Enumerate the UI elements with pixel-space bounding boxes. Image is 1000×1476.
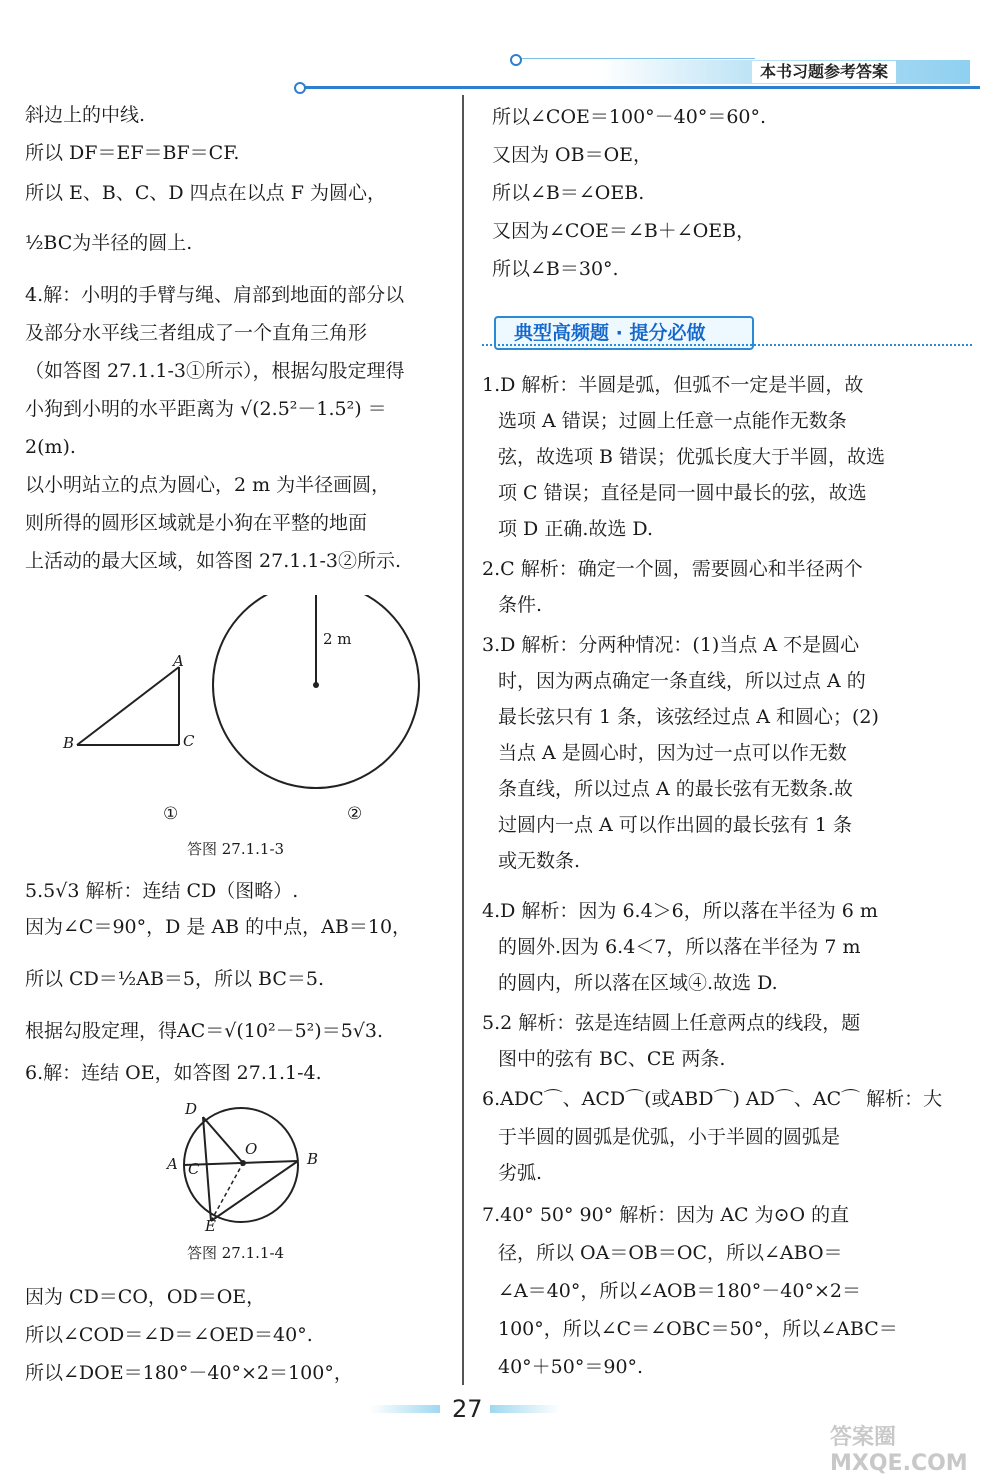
text-line: 又因为∠COE＝∠B＋∠OEB， [492, 220, 756, 242]
answer-line: 条直线，所以过点 A 的最长弦有无数条.故 [498, 778, 853, 800]
text-line: 所以∠B＝∠OEB. [492, 182, 645, 204]
text-line: 2(m). [25, 436, 76, 458]
label-b2: B [307, 1150, 319, 1168]
footer-decoration-right [490, 1405, 560, 1413]
text-line: 上活动的最大区域，如答图 27.1.1-3②所示. [25, 550, 402, 572]
text-line: 又因为 OB＝OE， [492, 144, 653, 166]
header-dot-left [294, 82, 306, 94]
header-thin-line [515, 58, 755, 59]
radius-label: 2 m [323, 630, 352, 648]
answer-line: 的圆内，所以落在区域④.故选 D. [498, 972, 778, 994]
subfigure-2-label: ② [347, 804, 363, 824]
answer-line: 劣弧. [498, 1162, 543, 1184]
watermark: 答案圈 MXQE.COM [830, 1425, 968, 1476]
label-c: C [183, 732, 195, 750]
text-line: （如答图 27.1.1-3①所示），根据勾股定理得 [25, 360, 405, 382]
text-line: 所以 DF＝EF＝BF＝CF. [25, 142, 240, 164]
answer-line: 选项 A 错误；过圆上任意一点能作无数条 [498, 410, 847, 432]
text-line: 所以∠COE＝100°－40°＝60°. [492, 106, 767, 128]
text-line: 所以∠DOE＝180°－40°×2＝100°， [25, 1362, 353, 1384]
answer-line: 7.40° 50° 90° 解析：因为 AC 为⊙O 的直 [482, 1204, 850, 1226]
answer-line: 2.C 解析：确定一个圆，需要圆心和半径两个 [482, 558, 863, 580]
text-line: 因为∠C＝90°，D 是 AB 的中点，AB＝10， [25, 916, 412, 938]
answer-line: 4.D 解析：因为 6.4＞6，所以落在半径为 6 m [482, 900, 878, 922]
section-rule [482, 344, 972, 346]
text-line: 因为 CD＝CO，OD＝OE， [25, 1286, 266, 1308]
header-dot-top [510, 54, 522, 66]
answer-line: ∠A＝40°，所以∠AOB＝180°－40°×2＝ [498, 1280, 861, 1302]
label-b: B [63, 734, 75, 752]
answer-line: 的圆外.因为 6.4＜7，所以落在半径为 7 m [498, 936, 861, 958]
text-line: 5.5√3 解析：连结 CD（图略）. [25, 880, 299, 902]
text-line: 小狗到小明的水平距离为 √(2.5²－1.5²) ＝ [25, 398, 387, 420]
text-line: 根据勾股定理，得AC＝√(10²－5²)＝5√3. [25, 1020, 384, 1042]
answer-line: 40°＋50°＝90°. [498, 1356, 644, 1378]
footer-decoration-left [370, 1405, 440, 1413]
figure-caption: 答图 27.1.1-3 [187, 840, 285, 858]
text-line: 所以 CD＝½AB＝5，所以 BC＝5. [25, 968, 325, 990]
text-line: 6.解：连结 OE，如答图 27.1.1-4. [25, 1062, 322, 1084]
answer-line: 或无数条. [498, 850, 581, 872]
answer-line: 5.2 解析：弦是连结圆上任意两点的线段，题 [482, 1012, 861, 1034]
answer-line: 6.ADC⌒、ACD⌒(或ABD⌒) AD⌒、AC⌒ 解析：大 [482, 1088, 943, 1110]
answer-line: 条件. [498, 594, 543, 616]
answer-line: 100°，所以∠C＝∠OBC＝50°，所以∠ABC＝ [498, 1318, 898, 1340]
answer-line: 当点 A 是圆心时，因为过一点可以作无数 [498, 742, 847, 764]
label-o: O [245, 1140, 258, 1158]
label-e: E [205, 1217, 216, 1235]
label-d: D [185, 1100, 198, 1118]
answer-line: 弦，故选项 B 错误；优弧长度大于半圆，故选 [498, 446, 886, 468]
text-line: 所以∠COD＝∠D＝∠OED＝40°. [25, 1324, 313, 1346]
figure-triangle-circle [55, 595, 455, 835]
answer-line: 过圆内一点 A 可以作出圆的最长弦有 1 条 [498, 814, 852, 836]
text-line: 斜边上的中线. [25, 104, 146, 126]
text-line: 及部分水平线三者组成了一个直角三角形 [25, 322, 368, 344]
section-title: 典型高频题 · 提分必做 [514, 322, 706, 344]
answer-line: 于半圆的圆弧是优弧，小于半圆的圆弧是 [498, 1126, 841, 1148]
text-line: 所以 E、B、C、D 四点在以点 F 为圆心， [25, 182, 386, 204]
answer-line: 项 C 错误；直径是同一圆中最长的弦，故选 [498, 482, 867, 504]
answer-line: 径，所以 OA＝OB＝OC，所以∠ABO＝ [498, 1242, 843, 1264]
text-line: 所以∠B＝30°. [492, 258, 619, 280]
answer-line: 1.D 解析：半圆是弧，但弧不一定是半圆，故 [482, 374, 864, 396]
label-a: A [173, 652, 184, 670]
answer-line: 3.D 解析：分两种情况：(1)当点 A 不是圆心 [482, 634, 860, 656]
answer-line: 项 D 正确.故选 D. [498, 518, 653, 540]
subfigure-1-label: ① [163, 804, 179, 824]
figure-caption: 答图 27.1.1-4 [187, 1244, 285, 1262]
answer-line: 时，因为两点确定一条直线，所以过点 A 的 [498, 670, 866, 692]
label-c2: C [188, 1160, 200, 1178]
answer-line: 最长弦只有 1 条，该弦经过点 A 和圆心；(2) [498, 706, 879, 728]
answer-line: 图中的弦有 BC、CE 两条. [498, 1048, 726, 1070]
header-rule [300, 86, 980, 89]
header-label: 本书习题参考答案 [752, 61, 896, 83]
text-line: 则所得的圆形区域就是小狗在平整的地面 [25, 512, 368, 534]
column-divider [462, 95, 464, 1385]
text-line: 以小明站立的点为圆心，2 m 为半径画圆， [25, 474, 391, 496]
page-number: 27 [452, 1395, 483, 1423]
text-line: ½BC为半径的圆上. [25, 232, 193, 254]
label-a2: A [167, 1155, 178, 1173]
text-line: 4.解：小明的手臂与绳、肩部到地面的部分以 [25, 284, 405, 306]
